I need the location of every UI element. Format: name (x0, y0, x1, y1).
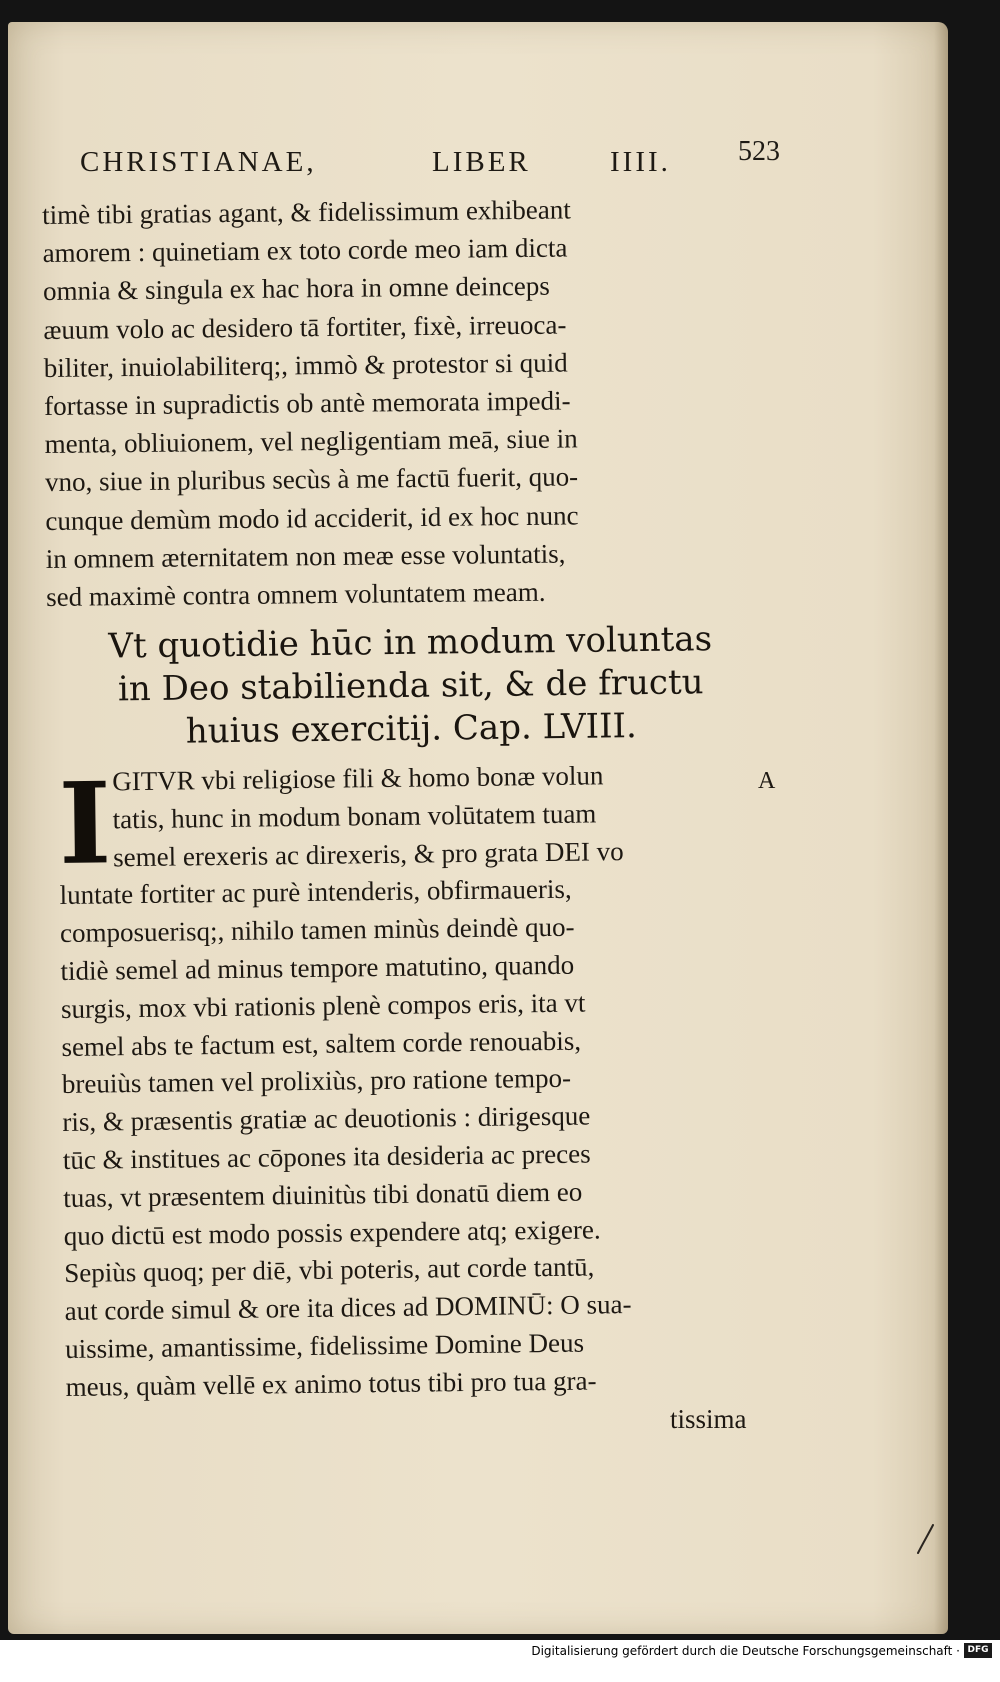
text-line: tatis, hunc in modum bonam volūtatem tuam (112, 798, 597, 835)
text-line: surgis, mox vbi rationis plenè compos eris, ita vt (60, 987, 586, 1024)
chapter-text (58, 755, 766, 1406)
heading-line: huius exercitij. Cap. LVIII. (185, 706, 637, 752)
text-line: sed maximè contra omnem voluntatem meam. (46, 576, 546, 612)
page-edge-shadow (934, 22, 948, 1634)
text-line: luntate fortiter ac purè intenderis, obfirmaueris, (59, 874, 572, 911)
text-line: quo dictū est modo possis expendere atq; exigere. (63, 1213, 601, 1251)
text-line: uissime, amantissime, fidelissime Domine Deus (64, 1327, 585, 1364)
text-line: GITVR vbi religiose fili & homo bonæ volun (112, 760, 604, 797)
text-line: biliter, inuiolabiliterq;, immò & protestor si quid (43, 347, 568, 383)
text-line: in omnem æternitatem non meæ esse voluntatis, (45, 538, 566, 574)
dfg-logo: DFG (964, 1643, 992, 1658)
text-line: tidiè semel ad minus tempore matutino, quando (60, 949, 575, 986)
text-line: æuum volo ac desidero tā fortiter, fixè, irreuoca- (43, 309, 567, 345)
chapter-heading (70, 618, 752, 755)
text-line: ris, & præsentis gratiæ ac deuotionis : dirigesque (62, 1100, 591, 1138)
text-line: menta, obliuionem, vel negligentiam meā, siue in (44, 423, 578, 460)
text-line: tūc & institues ac cōpones ita desideria ac preces (62, 1138, 591, 1175)
heading-line: Vt quotidie hūc in modum voluntas (108, 619, 713, 667)
text-line: Sepiùs quoq; per diē, vbi poteris, aut corde tantū, (64, 1251, 595, 1289)
text-line: omnia & singula ex hac hora in omne deinceps (42, 271, 550, 307)
text-line: semel erexeris ac direxeris, & pro grata DEI vo (112, 835, 624, 872)
text-line: tuas, vt præsentem diuinitùs tibi donatū diem eo (63, 1176, 583, 1213)
text-line: cunque demùm modo id acciderit, id ex hoc nunc (45, 499, 579, 536)
text-line: amorem : quinetiam ex toto corde meo iam dicta (42, 232, 568, 269)
text-line: timè tibi gratias agant, & fidelissimum exhibeant (42, 194, 571, 230)
text-line: semel abs te factum est, saltem corde renouabis, (61, 1025, 582, 1062)
text-line: breuiùs tamen vel prolixiùs, pro ratione tempo- (61, 1063, 572, 1100)
text-line: aut corde simul & ore ita dices ad DOMINŪ: O sua- (64, 1289, 632, 1327)
page-number: 523 (738, 136, 780, 167)
text-line: vno, siue in pluribus secùs à me factū fuerit, quo- (44, 461, 579, 498)
running-head-book-number: IIII. (610, 146, 671, 178)
text-line: fortasse in supradictis ob antè memorata impedi- (44, 385, 571, 421)
body-text (42, 189, 746, 616)
marginal-letter: A (758, 768, 776, 794)
running-head-title: CHRISTIANAE, (80, 146, 317, 178)
pencil-mark-icon (915, 1523, 937, 1555)
catchword: tissima (670, 1404, 747, 1434)
text-line: meus, quàm vellē ex animo totus tibi pro tua gra- (65, 1365, 597, 1402)
heading-line: in Deo stabilienda sit, & de fructu (117, 662, 704, 710)
running-head (80, 146, 780, 186)
footer-bar (0, 1640, 1000, 1682)
text-line: composuerisq;, nihilo tamen minùs deindè quo- (59, 911, 575, 949)
running-head-liber: LIBER (432, 146, 531, 178)
drop-cap-initial: I (57, 758, 112, 890)
funding-credit: Digitalisierung gefördert durch die Deutsche Forschungsgemeinschaft · (531, 1644, 960, 1658)
